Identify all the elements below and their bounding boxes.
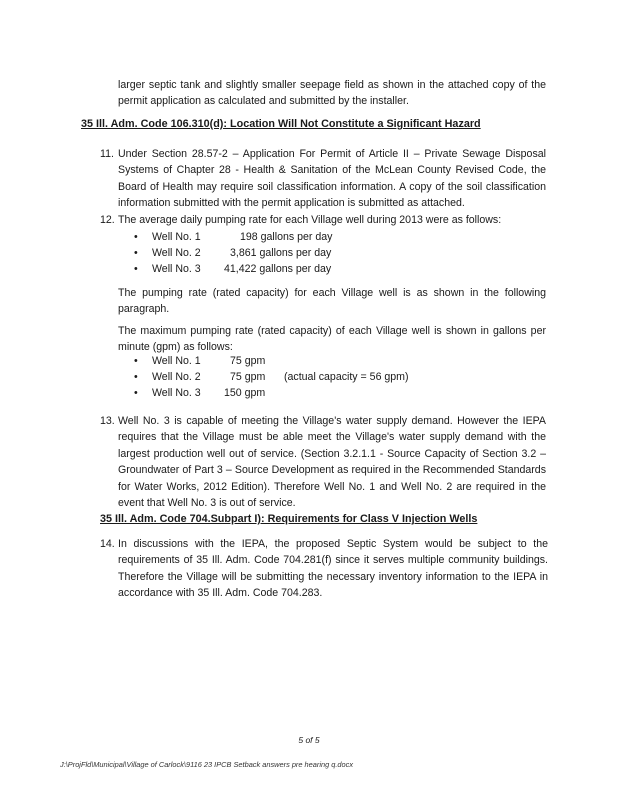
well-daily-rate: 41,422 gallons per day bbox=[224, 263, 332, 275]
item-14-number: 14. bbox=[100, 538, 115, 550]
well-max-rate: 75 gpm bbox=[230, 355, 266, 367]
item-12-number: 12. bbox=[100, 214, 115, 226]
well-capacity-note: (actual capacity = 56 gpm) bbox=[284, 371, 409, 383]
daily-rate-row bbox=[134, 229, 434, 245]
page-number: 5 of 5 bbox=[298, 735, 320, 745]
section-heading-704: 35 Ill. Adm. Code 704.Subpart I): Requirements for Class V Injection Wells bbox=[100, 513, 478, 525]
item-11-text: Under Section 28.57-2 – Application For Permit of Article II – Private Sewage Disposal Systems of Chapter 28 - Health & Sanitation of the McLean County Revised Code, the Board of Health may require soil classification information. A copy of the soil classification information submitted with the permit application is submitted as attached. bbox=[118, 148, 546, 210]
well-daily-rate: 198 gallons per day bbox=[240, 231, 333, 243]
daily-rate-row bbox=[134, 245, 434, 261]
well-label: Well No. 1 bbox=[152, 355, 201, 367]
well-daily-rate: 3,861 gallons per day bbox=[230, 247, 332, 259]
max-rate-row bbox=[134, 353, 494, 369]
well-label: Well No. 2 bbox=[152, 247, 201, 259]
well-label: Well No. 3 bbox=[152, 263, 201, 275]
well-max-rate: 150 gpm bbox=[224, 387, 266, 399]
item-13-number: 13. bbox=[100, 415, 115, 427]
bullet: • bbox=[134, 355, 138, 367]
section-heading-106: 35 Ill. Adm. Code 106.310(d): Location Will Not Constitute a Significant Hazard bbox=[81, 118, 481, 130]
item-14-text: In discussions with the IEPA, the proposed Septic System would be subject to the requirements of 35 Ill. Adm. Code 704.281(f) since it serves multiple community buildings. Therefore the Village will be submitting the necessary inventory information to the IEPA in accordance with 35 Ill. Adm. Code 704.283. bbox=[118, 538, 548, 600]
well-max-rate: 75 gpm bbox=[230, 371, 266, 383]
bullet: • bbox=[134, 371, 138, 383]
max-rate-row bbox=[134, 385, 494, 401]
bullet: • bbox=[134, 387, 138, 399]
item-12-para-3: The maximum pumping rate (rated capacity) of each Village well is shown in gallons per minute (gpm) as follows: bbox=[118, 325, 546, 354]
bullet: • bbox=[134, 263, 138, 275]
bullet: • bbox=[134, 231, 138, 243]
item-13-text: Well No. 3 is capable of meeting the Village's water supply demand. However the IEPA requires that the Village must be able meet the Village's water supply demand with the largest production well out of service. (Section 3.2.1.1 - Source Capacity of Section 3.2 – Groundwater of Part 3 – Source Development as required in the Recommended Standards for Water Works, 2012 Edition). Therefore Well No. 1 and Well No. 2 are required in the event that Well No. 3 is out of service. bbox=[118, 415, 546, 510]
well-label: Well No. 3 bbox=[152, 387, 201, 399]
intro-paragraph: larger septic tank and slightly smaller seepage field as shown in the attached copy of the permit application as calculated and submitted by the installer. bbox=[118, 79, 546, 108]
item-12-para-2: The pumping rate (rated capacity) for each Village well is as shown in the following paragraph. bbox=[118, 287, 546, 316]
bullet: • bbox=[134, 247, 138, 259]
item-12-intro: The average daily pumping rate for each Village well during 2013 were as follows: bbox=[118, 214, 502, 226]
daily-rate-row bbox=[134, 261, 434, 277]
max-rate-row bbox=[134, 369, 494, 385]
item-11-number: 11. bbox=[100, 148, 114, 160]
well-label: Well No. 2 bbox=[152, 371, 201, 383]
file-path: J:\ProjFld\Municipal\Village of Carlock\9116 23 IPCB Setback answers pre hearing q.docx bbox=[60, 760, 354, 769]
well-label: Well No. 1 bbox=[152, 231, 201, 243]
